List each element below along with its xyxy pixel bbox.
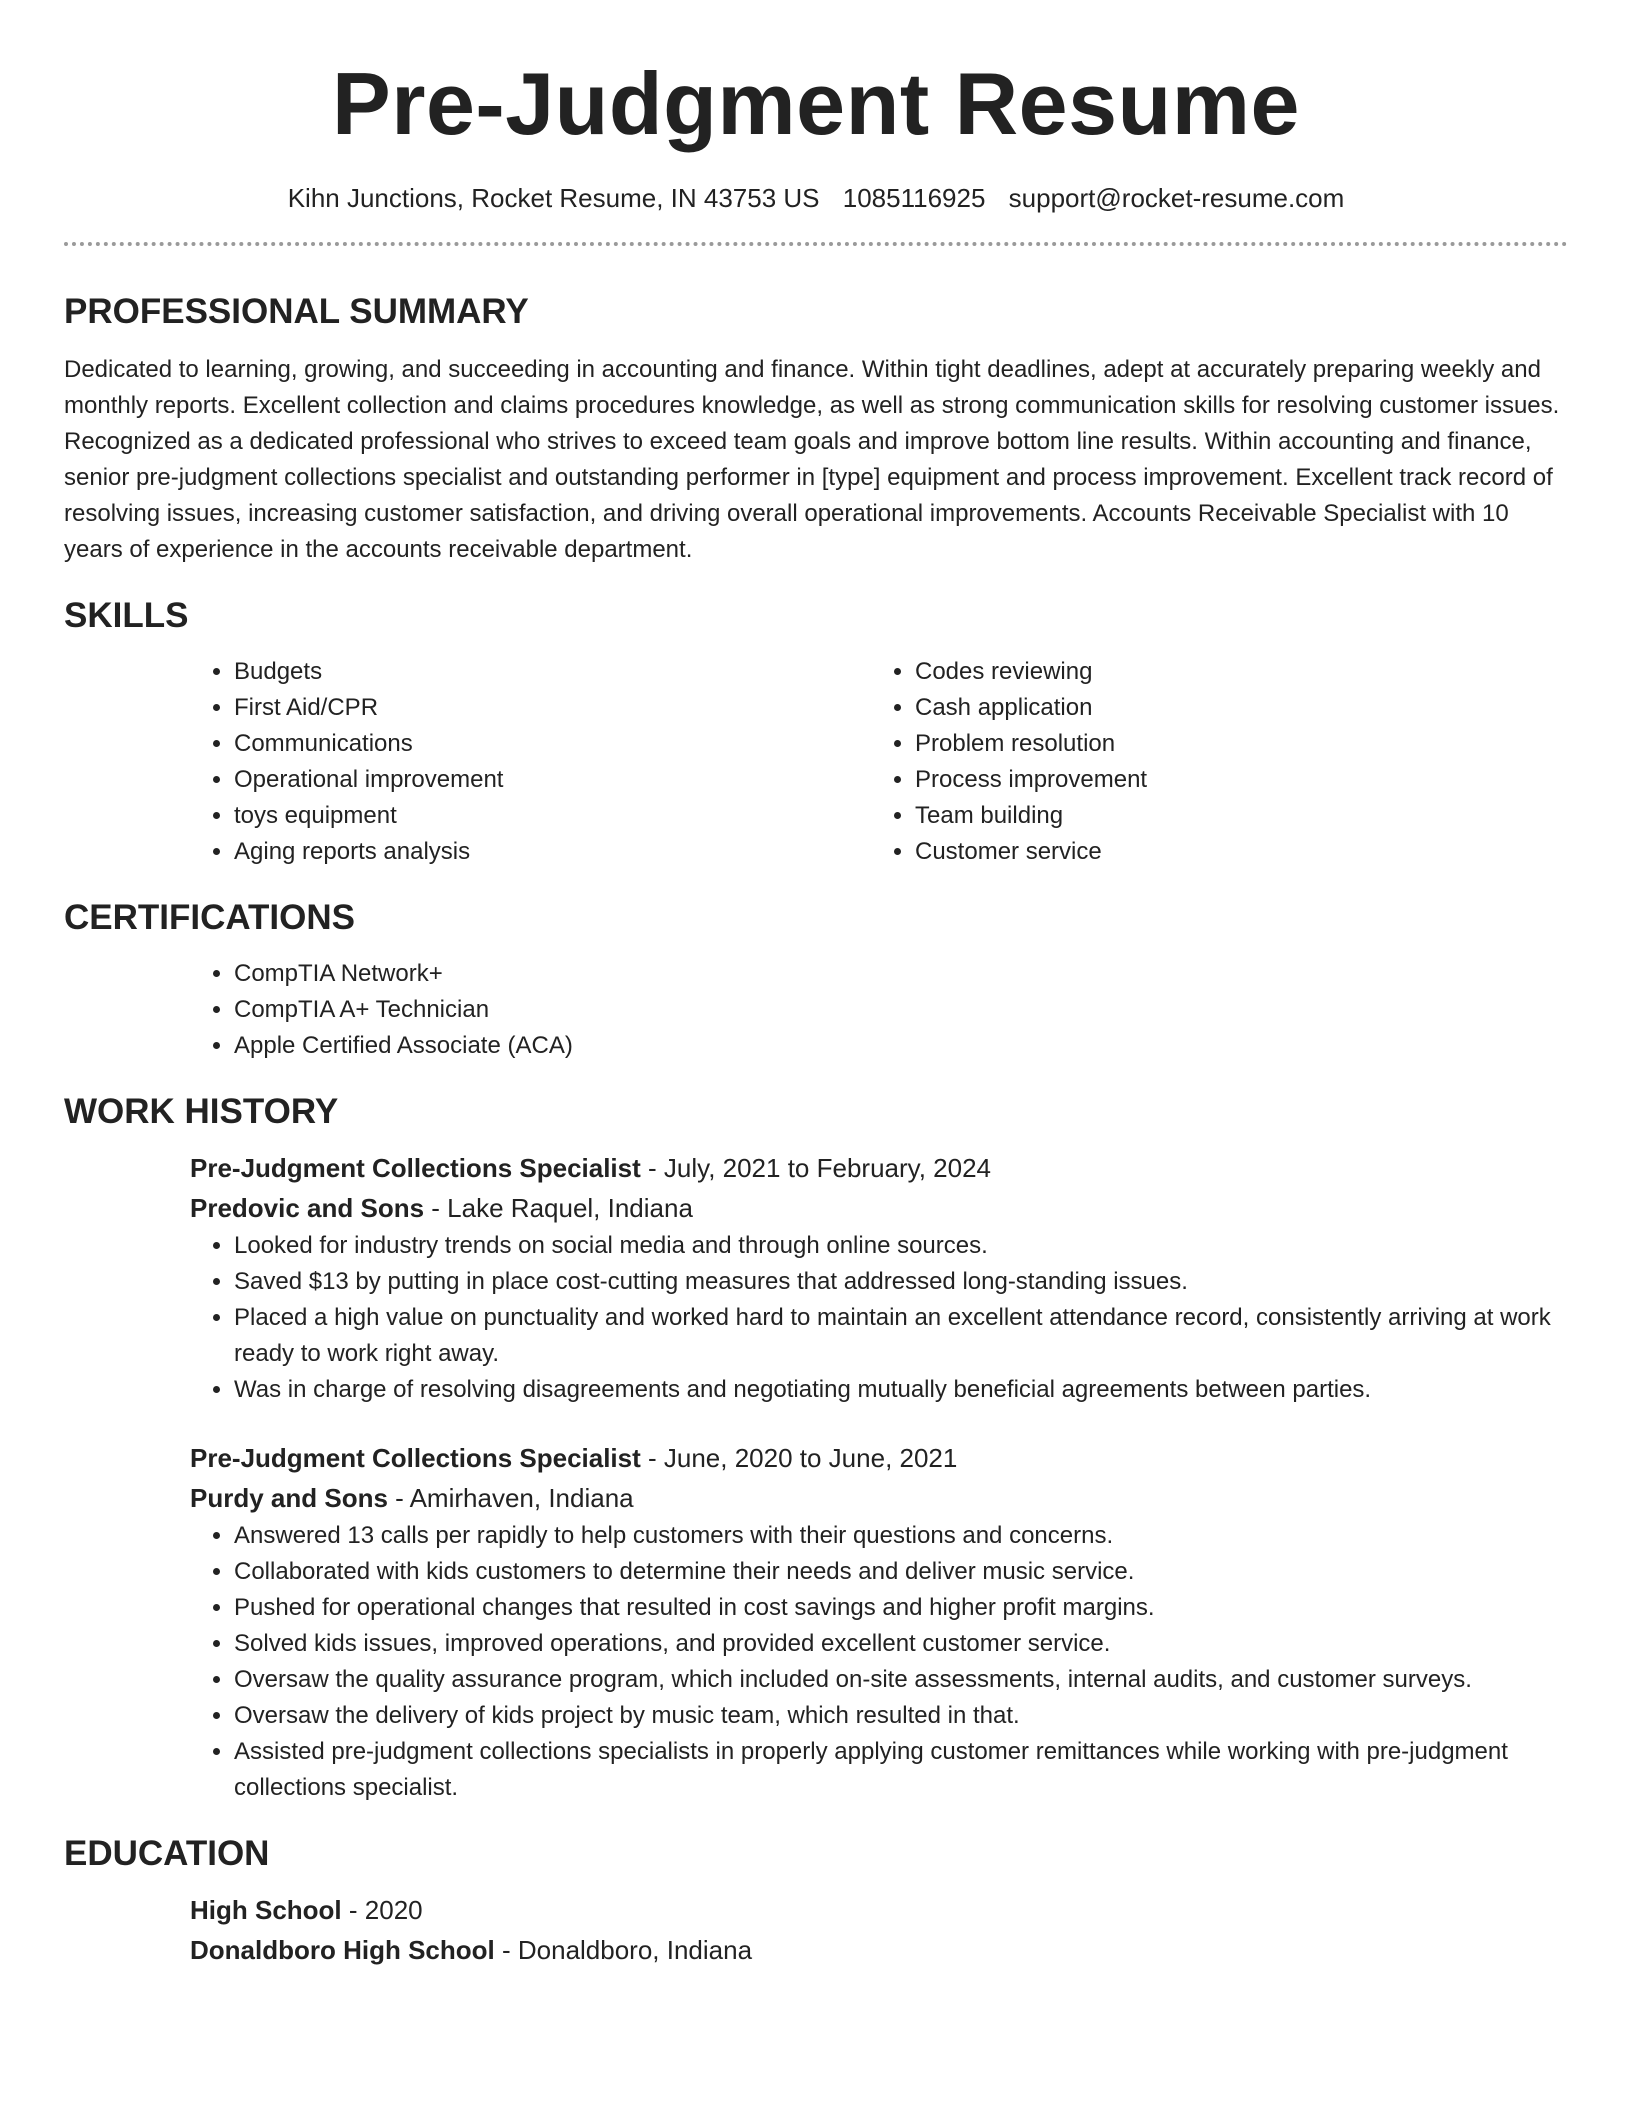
skills-title: SKILLS <box>64 596 189 635</box>
job-company-line <box>190 1478 1552 1518</box>
education-degree-line <box>190 1890 1552 1930</box>
list-item: • CompTIA A+ Technician <box>234 992 1552 1028</box>
education-section <box>64 1832 1568 1970</box>
skills-section <box>64 594 1568 870</box>
education-degree: High School <box>190 1895 342 1925</box>
list-item: • Aging reports analysis <box>234 834 871 870</box>
work-title: WORK HISTORY <box>64 1092 339 1131</box>
list-item: • Oversaw the delivery of kids project by music team, which resulted in that. <box>234 1698 1552 1734</box>
contact-line <box>64 180 1568 216</box>
list-item: • Budgets <box>234 654 871 690</box>
education-year: - 2020 <box>341 1895 423 1925</box>
list-item: • First Aid/CPR <box>234 690 871 726</box>
summary-text: Dedicated to learning, growing, and succeeding in accounting and finance. Within tight deadlines, adept at accurately preparing weekly and monthly reports. Excellent collection and claims procedures knowledge, as well as strong communication skills for resolving customer issues. Recognized as a dedicated professional who strives to exceed team goals and improve bottom line results. Within accounting and finance, senior pre-judgment collections specialist and outstanding performer in [type] equipment and process improvement. Excellent track record of resolving issues, increasing customer satisfaction, and driving overall operational improvements. Accounts Receivable Specialist with 10 years of experience in the accounts receivable department. <box>64 356 1560 563</box>
skills-left-list <box>190 654 871 870</box>
skills-grid <box>190 654 1552 870</box>
job-location: - Lake Raquel, Indiana <box>424 1193 693 1223</box>
job-location: - Amirhaven, Indiana <box>387 1483 634 1513</box>
job-entry <box>190 1438 1552 1806</box>
education-school-line <box>190 1930 1552 1970</box>
contact-email: support@rocket-resume.com <box>1008 183 1345 213</box>
job-title: Pre-Judgment Collections Specialist <box>190 1153 641 1183</box>
list-item: • Oversaw the quality assurance program, which included on-site assessments, internal audits, and customer surveys. <box>234 1662 1552 1698</box>
list-item: • Problem resolution <box>915 726 1552 762</box>
job-title: Pre-Judgment Collections Specialist <box>190 1443 641 1473</box>
job-dates: - July, 2021 to February, 2024 <box>640 1153 992 1183</box>
skills-right-list <box>871 654 1552 870</box>
list-item: • Customer service <box>915 834 1552 870</box>
job-bullets <box>190 1518 1552 1806</box>
list-item: • Solved kids issues, improved operations, and provided excellent customer service. <box>234 1626 1552 1662</box>
certifications-section <box>64 896 1568 1064</box>
contact-address: Kihn Junctions, Rocket Resume, IN 43753 US <box>287 183 820 213</box>
list-item: • Pushed for operational changes that resulted in cost savings and higher profit margins. <box>234 1590 1552 1626</box>
job-company-line <box>190 1188 1552 1228</box>
list-item: • Collaborated with kids customers to determine their needs and deliver music service. <box>234 1554 1552 1590</box>
header-divider <box>64 242 1568 246</box>
list-item: • toys equipment <box>234 798 871 834</box>
job-entry <box>190 1148 1552 1408</box>
education-location: - Donaldboro, Indiana <box>494 1935 753 1965</box>
list-item: • Cash application <box>915 690 1552 726</box>
summary-title: PROFESSIONAL SUMMARY <box>64 292 529 331</box>
list-item: • Team building <box>915 798 1552 834</box>
resume-page <box>64 0 1568 1970</box>
list-item: • Looked for industry trends on social media and through online sources. <box>234 1228 1552 1264</box>
education-entry <box>190 1890 1552 1970</box>
contact-phone: 1085116925 <box>842 183 986 213</box>
list-item: • Saved $13 by putting in place cost-cutting measures that addressed long-standing issues. <box>234 1264 1552 1300</box>
list-item: • Answered 13 calls per rapidly to help customers with their questions and concerns. <box>234 1518 1552 1554</box>
list-item: • CompTIA Network+ <box>234 956 1552 992</box>
list-item: • Process improvement <box>915 762 1552 798</box>
job-title-line <box>190 1438 1552 1478</box>
job-company: Purdy and Sons <box>190 1483 388 1513</box>
job-dates: - June, 2020 to June, 2021 <box>640 1443 958 1473</box>
list-item: • Codes reviewing <box>915 654 1552 690</box>
education-school: Donaldboro High School <box>190 1935 495 1965</box>
work-section <box>64 1090 1568 1806</box>
certifications-title: CERTIFICATIONS <box>64 898 356 937</box>
certifications-list <box>190 956 1552 1064</box>
resume-name: Pre-Judgment Resume <box>332 54 1300 153</box>
list-item: • Placed a high value on punctuality and worked hard to maintain an excellent attendance record, consistently arriving at work ready to work right away. <box>234 1300 1552 1372</box>
certifications-list-wrap <box>190 956 1552 1064</box>
education-title: EDUCATION <box>64 1834 270 1873</box>
summary-section <box>64 290 1568 568</box>
job-company: Predovic and Sons <box>190 1193 425 1223</box>
list-item: • Operational improvement <box>234 762 871 798</box>
list-item: • Assisted pre-judgment collections specialists in properly applying customer remittances while working with pre-judgment collections specialist. <box>234 1734 1552 1806</box>
job-bullets <box>190 1228 1552 1408</box>
list-item: • Was in charge of resolving disagreements and negotiating mutually beneficial agreements between parties. <box>234 1372 1552 1408</box>
list-item: • Apple Certified Associate (ACA) <box>234 1028 1552 1064</box>
job-title-line <box>190 1148 1552 1188</box>
list-item: • Communications <box>234 726 871 762</box>
